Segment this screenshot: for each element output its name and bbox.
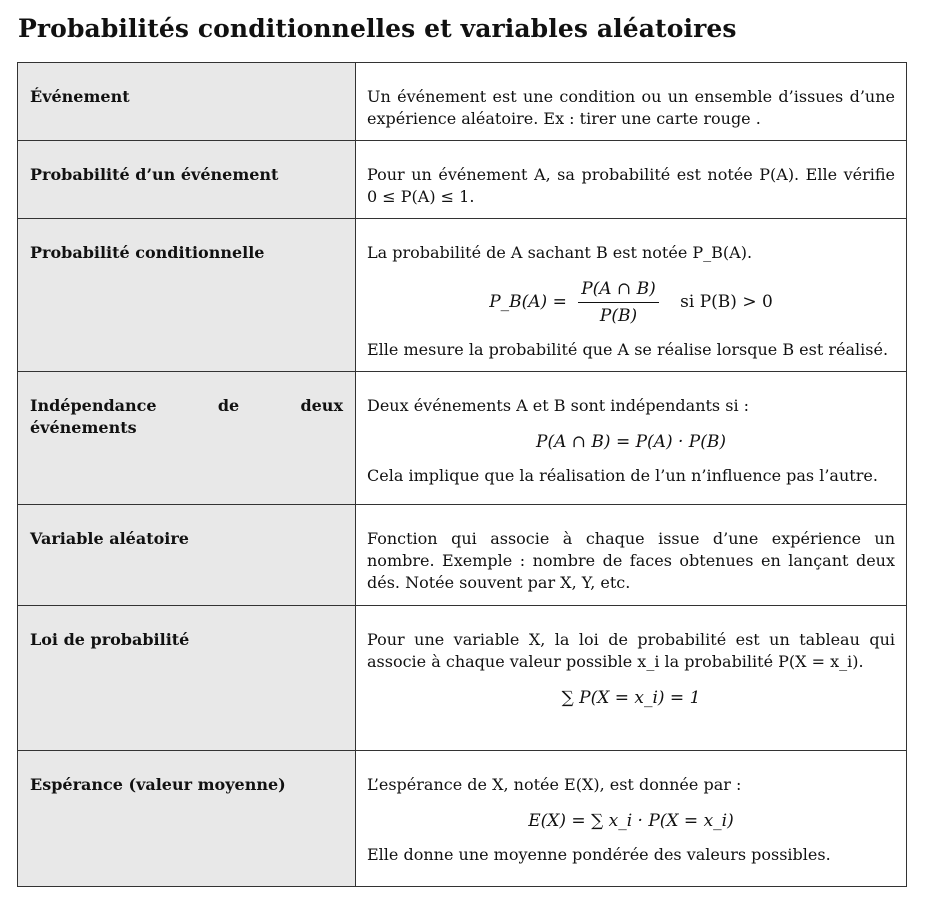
term-cell: Loi de probabilité bbox=[18, 606, 356, 751]
normalization-formula: ∑ P(X = x_i) = 1 bbox=[561, 688, 701, 708]
formula-fraction bbox=[578, 278, 659, 327]
definition-cell: Un événement est une condition ou un ensemble d’issues d’une expérience aléatoire. Ex : tirer une carte rouge . bbox=[356, 63, 907, 141]
formula-lhs: P_B(A) = bbox=[489, 292, 567, 312]
definition-intro: L’espérance de X, notée E(X), est donnée par : bbox=[367, 775, 742, 794]
page-title: Probabilités conditionnelles et variables aléatoires bbox=[18, 14, 737, 43]
term-word: deux bbox=[300, 396, 343, 415]
definition-cell: Pour un événement A, sa probabilité est notée P(A). Elle vérifie 0 ≤ P(A) ≤ 1. bbox=[356, 141, 907, 219]
table-row bbox=[18, 606, 907, 751]
definitions-table bbox=[17, 62, 907, 887]
definition-cell bbox=[356, 751, 907, 887]
expectation-formula: E(X) = ∑ x_i · P(X = x_i) bbox=[528, 811, 734, 831]
table-row bbox=[18, 219, 907, 372]
definition-intro: La probabilité de A sachant B est notée P_B(A). bbox=[367, 243, 753, 262]
table-row bbox=[18, 751, 907, 887]
definition-intro: Deux événements A et B sont indépendants si : bbox=[367, 396, 750, 415]
definition-cell bbox=[356, 606, 907, 751]
term-line-2: événements bbox=[30, 418, 137, 437]
table-row bbox=[18, 141, 907, 219]
fraction-denominator: P(B) bbox=[599, 306, 638, 326]
definition-outro: Elle mesure la probabilité que A se réalise lorsque B est réalisé. bbox=[367, 340, 889, 359]
term-cell: Espérance (valeur moyenne) bbox=[18, 751, 356, 887]
table-row bbox=[18, 505, 907, 606]
definition-cell: Fonction qui associe à chaque issue d’une expérience un nombre. Exemple : nombre de faces obtenues en lançant deux dés. Notée souvent par X, Y, etc. bbox=[356, 505, 907, 606]
definition-outro: Cela implique que la réalisation de l’un n’influence pas l’autre. bbox=[367, 466, 878, 485]
fraction-numerator: P(A ∩ B) bbox=[578, 278, 659, 303]
term-word: de bbox=[217, 396, 240, 415]
term-line-1 bbox=[30, 395, 343, 417]
term-cell: Variable aléatoire bbox=[18, 505, 356, 606]
definition-cell bbox=[356, 219, 907, 372]
term-cell bbox=[18, 372, 356, 505]
term-word: Indépendance bbox=[30, 396, 157, 415]
term-cell: Probabilité d’un événement bbox=[18, 141, 356, 219]
conditional-probability-formula bbox=[367, 278, 895, 327]
definition-outro: Elle donne une moyenne pondérée des valeurs possibles. bbox=[367, 845, 831, 864]
term-cell: Événement bbox=[18, 63, 356, 141]
table-row bbox=[18, 63, 907, 141]
term-cell: Probabilité conditionnelle bbox=[18, 219, 356, 372]
definition-intro: Pour une variable X, la loi de probabilité est un tableau qui associe à chaque valeur possible x_i la probabilité P(X = x_i). bbox=[367, 630, 895, 671]
formula-condition: si P(B) > 0 bbox=[680, 292, 773, 312]
table-row bbox=[18, 372, 907, 505]
independence-formula: P(A ∩ B) = P(A) · P(B) bbox=[536, 432, 726, 452]
definition-cell bbox=[356, 372, 907, 505]
